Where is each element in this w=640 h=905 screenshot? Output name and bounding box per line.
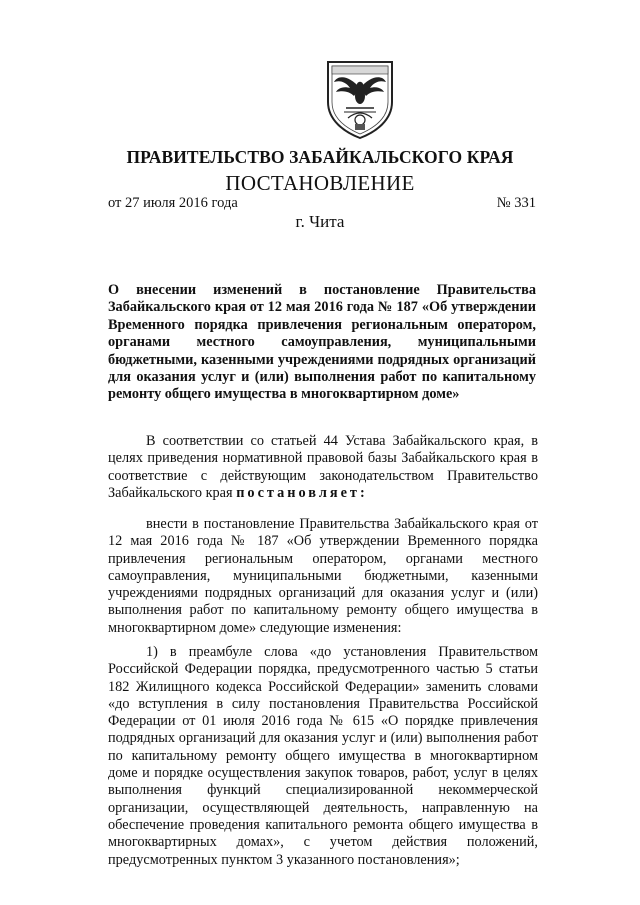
document-number: № 331	[496, 195, 536, 211]
preamble-paragraph	[108, 433, 538, 502]
intro-paragraph: внести в постановление Правительства Забайкальского края от 12 мая 2016 года № 187 «Об утверждении Временного порядка привлечения региональным оператором, органами местного самоуправления, муниципальными бюджетными, казенными учреждениями подрядных организаций для оказания услуг и (или) выполнения работ по капитальному ремонту общего имущества в многоквартирном доме» следующие изменения:	[108, 516, 538, 636]
preamble-text: В соответствии со статьей 44 Устава Забайкальского края, в целях приведения нормативной правовой базы Забайкальского края в соответствие с действующим законодательством Правительство Забайкальского края	[108, 433, 538, 501]
government-name: ПРАВИТЕЛЬСТВО ЗАБАЙКАЛЬСКОГО КРАЯ	[126, 147, 514, 167]
document-title: О внесении изменений в постановление Правительства Забайкальского края от 12 мая 2016 года № 187 «Об утверждении Временного порядка привлечения региональным оператором, органами местного самоуправления, муниципальными бюджетными, казенными учреждениями подрядных организаций для оказания услуг и (или) выполнения работ по капитальному ремонту общего имущества в многоквартирном доме»	[108, 282, 536, 403]
resolves-word: постановляет:	[236, 484, 368, 501]
document-date: от 27 июля 2016 года	[108, 195, 238, 211]
document-city: г. Чита	[295, 212, 345, 231]
coat-of-arms-icon	[322, 58, 398, 140]
item-1-paragraph: 1) в преамбуле слова «до установления Правительством Российской Федерации порядка, предусмотренного частью 5 статьи 182 Жилищного кодекса Российской Федерации» заменить словами «до вступления в силу постановления Правительства Российской Федерации от 01 июля 2016 года № 615 «О порядке привлечения подрядных организаций для оказания услуг и (или) выполнения работ по капитальному ремонту общего имущества в многоквартирном доме и порядке осуществления закупок товаров, работ, услуг в целях выполнения функций специализированной некоммерческой организации, осуществляющей деятельность, направленную на обеспечение проведения капитального ремонта общего имущества в многоквартирных домах», с учетом действия положений, предусмотренных пунктом 3 указанного постановления»;	[108, 644, 538, 868]
document-type: ПОСТАНОВЛЕНИЕ	[225, 171, 415, 195]
